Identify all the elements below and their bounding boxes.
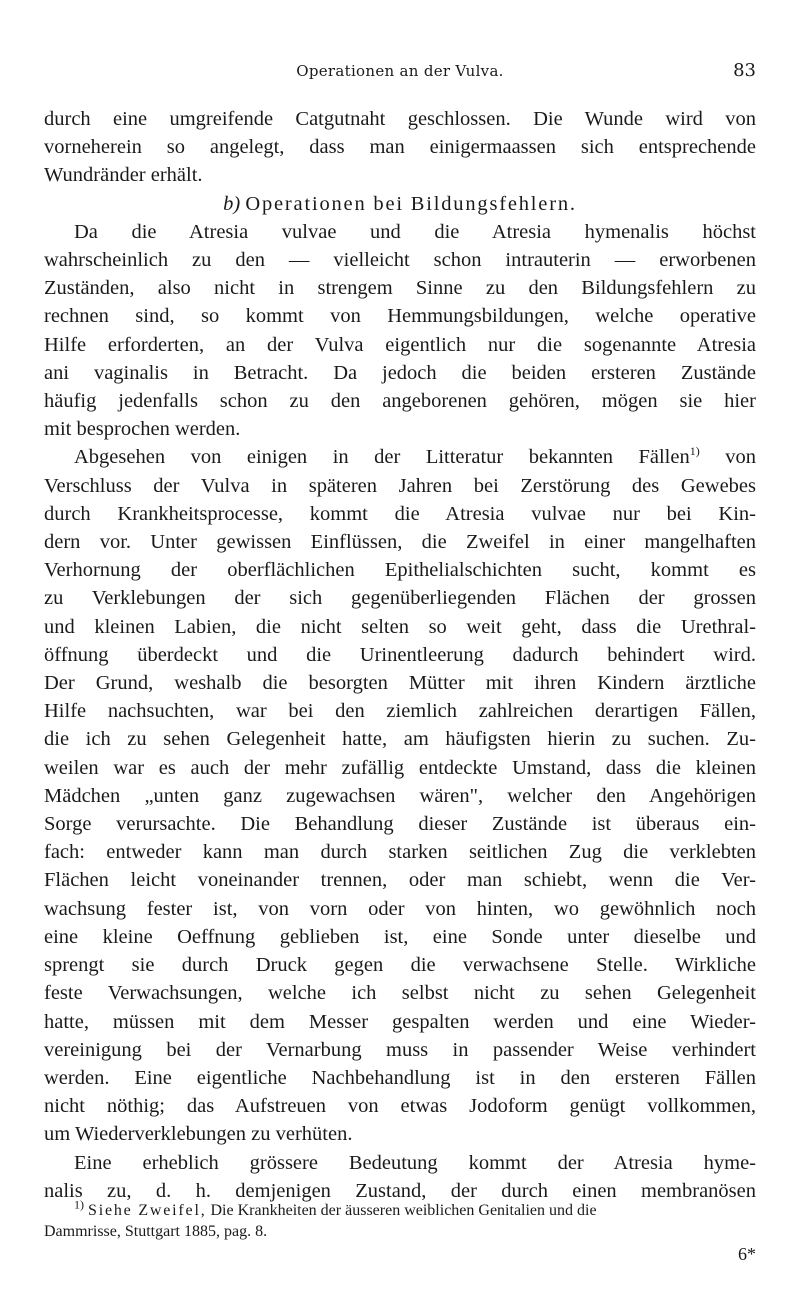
text-line: eine kleine Oeffnung geblieben ist, eine Sonde unter dieselbe und [44,925,756,948]
text-line: Sorge verursachte. Die Behandlung dieser Zustände ist überaus ein- [44,813,756,836]
text-line: weilen war es auch der mehr zufällig entdeckte Umstand, dass die kleinen [44,756,756,779]
text-line: um Wiederverklebungen zu verhüten. [44,1123,353,1146]
text-line: sprengt sie durch Druck gegen die verwachsene Stelle. Wirkliche [44,954,756,977]
text-line: Mädchen „unten ganz zugewachsen wären", welcher den Angehörigen [44,784,756,807]
footnote-text: Die Krankheiten der äusseren weiblichen Genitalien und die [210,1202,597,1219]
text-line [44,443,756,471]
text-line: nicht nöthig; das Aufstreuen von etwas Jodoform genügt vollkommen, [44,1095,756,1118]
text-line: Hilfe nachsuchten, war bei den ziemlich zahlreichen derartigen Fällen, [44,700,756,723]
text-line: Verschluss der Vulva in späteren Jahren bei Zerstörung des Gewebes [44,474,756,497]
text-line: die ich zu sehen Gelegenheit hatte, am häufigsten hierin zu suchen. Zu- [44,728,756,751]
text-line: wachsung fester ist, von vorn oder von hinten, wo gewöhnlich noch [44,897,756,920]
signature-mark: 6* [738,1244,756,1264]
text-line: Eine erheblich grössere Bedeutung kommt der Atresia hyme- [74,1151,756,1174]
text-line: vereinigung bei der Vernarbung muss in passender Weise verhindert [44,1038,756,1061]
running-header [44,62,756,84]
text-line: Flächen leicht voneinander trennen, oder man schiebt, wenn die Ver- [44,869,756,892]
footnote-reference: 1) [689,444,700,459]
text-line: öffnung überdeckt und die Urinentleerung dadurch behindert wird. [44,643,756,666]
text-line: Verhornung der oberflächlichen Epithelialschichten sucht, kommt es [44,559,756,582]
text-line: Da die Atresia vulvae und die Atresia hymenalis höchst [74,220,756,243]
footnote-continuation: Dammrisse, Stuttgart 1885, pag. 8. [44,1223,268,1240]
text-line: durch eine umgreifende Catgutnaht geschlossen. Die Wunde wird von [44,108,756,130]
footnote-marker: 1) [74,1197,84,1212]
text-line: werden. Eine eigentliche Nachbehandlung ist in den ersteren Fällen [44,1066,756,1089]
text-line: häufig jedenfalls schon zu den angeborenen gehören, mögen sie hier [44,390,756,413]
text-line: Wundränder erhält. [44,164,203,187]
text-line: mit besprochen werden. [44,418,241,441]
text-line: fach: entweder kann man durch starken seitlichen Zug die verklebten [44,841,756,864]
paragraph-verschluss [44,443,756,1148]
text-line: rechnen sind, so kommt von Hemmungsbildungen, welche operative [44,305,756,328]
section-title: Operationen bei Bildungsfehlern. [245,192,577,215]
text-line: zu Verklebungen der sich gegenüberliegenden Flächen der grossen [44,587,756,610]
text-line: nalis zu, d. h. demjenigen Zustand, der durch einen membranösen [44,1179,756,1202]
text-line: und kleinen Labien, die nicht selten so weit geht, dass die Urethral- [44,615,756,638]
section-letter: b) [223,192,241,215]
footnotes [44,1197,756,1242]
text-line: durch Krankheitsprocesse, kommt die Atresia vulvae nur bei Kin- [44,502,756,525]
paragraph-hymenalis [44,1149,756,1205]
text-line: dern vor. Unter gewissen Einflüssen, die Zweifel in einer mangelhaften [44,531,756,554]
footnote-author: Siehe Zweifel, [88,1202,207,1219]
text-line: hatte, müssen mit dem Messer gespalten werden und eine Wieder- [44,1010,756,1033]
body-text [44,105,756,1205]
text-line: feste Verwachsungen, welche ich selbst nicht zu sehen Gelegenheit [44,982,756,1005]
text-line: Hilfe erforderten, an der Vulva eigentlich nur die sogenannte Atresia [44,333,756,356]
running-title: Operationen an der Vulva. [296,62,504,80]
text-line: vorneherein so angelegt, dass man einigermaassen sich entsprechende [44,136,756,159]
text-fragment: von [725,446,756,469]
section-heading [44,190,756,218]
page-number: 83 [733,60,756,81]
text-line: Der Grund, weshalb die besorgten Mütter mit ihren Kindern ärztliche [44,672,756,695]
text-line: Zuständen, also nicht in strengem Sinne zu den Bildungsfehlern zu [44,277,756,300]
text-line: ani vaginalis in Betracht. Da jedoch die beiden ersteren Zustände [44,361,756,384]
intro-paragraph [44,105,756,190]
paragraph-atresia [44,218,756,444]
text-line: wahrscheinlich zu den — vielleicht schon intrauterin — erworbenen [44,249,756,272]
text-fragment: Abgesehen von einigen in der Litteratur bekannten Fällen [74,446,690,469]
footnote [44,1197,756,1221]
